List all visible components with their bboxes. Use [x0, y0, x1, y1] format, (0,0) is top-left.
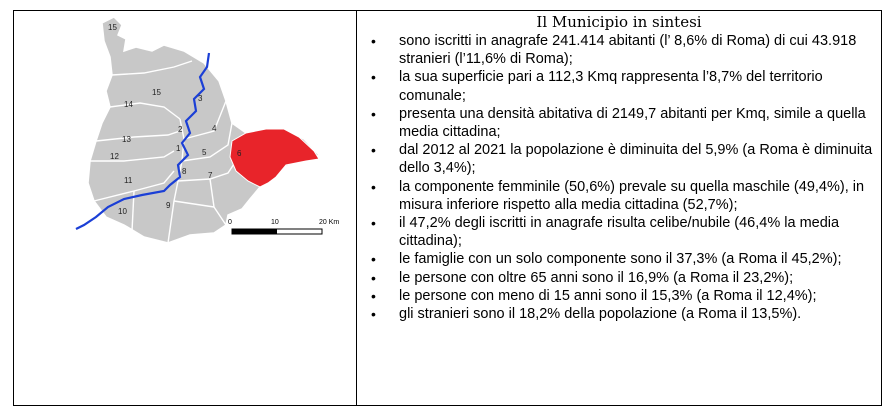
list-item: • le persone con oltre 65 anni sono il 16,9% (a Roma il 23,2%); — [367, 269, 875, 287]
district-label: 4 — [212, 124, 217, 133]
district-label: 15 — [108, 23, 117, 32]
district-label: 13 — [122, 135, 131, 144]
list-item: • sono iscritti in anagrafe 241.414 abitanti (l’ 8,6% di Roma) di cui 43.918 stranieri (l’11,6% di Roma); — [367, 32, 875, 68]
scale-label: 10 — [271, 219, 279, 226]
list-item: • dal 2012 al 2021 la popolazione è diminuita del 5,9% (a Roma è diminuita dello 3,4%); — [367, 141, 875, 177]
district-label: 12 — [110, 152, 119, 161]
rome-municipalities-map — [14, 11, 356, 407]
district-label: 6 — [237, 149, 242, 158]
scale-label: 0 — [228, 219, 232, 226]
list-item: • il 47,2% degli iscritti in anagrafe risulta celibe/nubile (46,4% la media cittadina); — [367, 214, 875, 250]
list-item: • gli stranieri sono il 18,2% della popolazione (a Roma il 13,5%). — [367, 305, 875, 323]
scale-label: 20 Km — [319, 219, 340, 226]
district-label: 1 — [176, 144, 181, 153]
section-title: Il Municipio in sintesi — [536, 13, 702, 31]
list-item: • le famiglie con un solo componente sono il 37,3% (a Roma il 45,2%); — [367, 250, 875, 268]
map-cell — [14, 11, 356, 405]
facts-list — [367, 32, 875, 323]
summary-table — [13, 10, 882, 406]
list-item: • la sua superficie pari a 112,3 Kmq rappresenta l’8,7% del territorio comunale; — [367, 68, 875, 104]
district-label: 15 — [152, 88, 161, 97]
district-label: 8 — [182, 167, 187, 176]
list-item: • la componente femminile (50,6%) prevale su quella maschile (49,4%), in misura inferiore rispetto alla media cittadina (52,7%); — [367, 178, 875, 214]
district-label: 7 — [208, 171, 213, 180]
district-label: 14 — [124, 100, 133, 109]
district-label: 3 — [198, 94, 203, 103]
district-label: 2 — [178, 125, 183, 134]
district-label: 10 — [118, 207, 127, 216]
scale-bar — [228, 219, 339, 234]
text-cell — [357, 11, 881, 405]
district-label: 5 — [202, 148, 207, 157]
list-item: • presenta una densità abitativa di 2149,7 abitanti per Kmq, simile a quella media cittadina; — [367, 105, 875, 141]
district-label: 11 — [124, 176, 133, 185]
district-label: 9 — [166, 201, 171, 210]
list-item: • le persone con meno di 15 anni sono il 15,3% (a Roma il 12,4%); — [367, 287, 875, 305]
